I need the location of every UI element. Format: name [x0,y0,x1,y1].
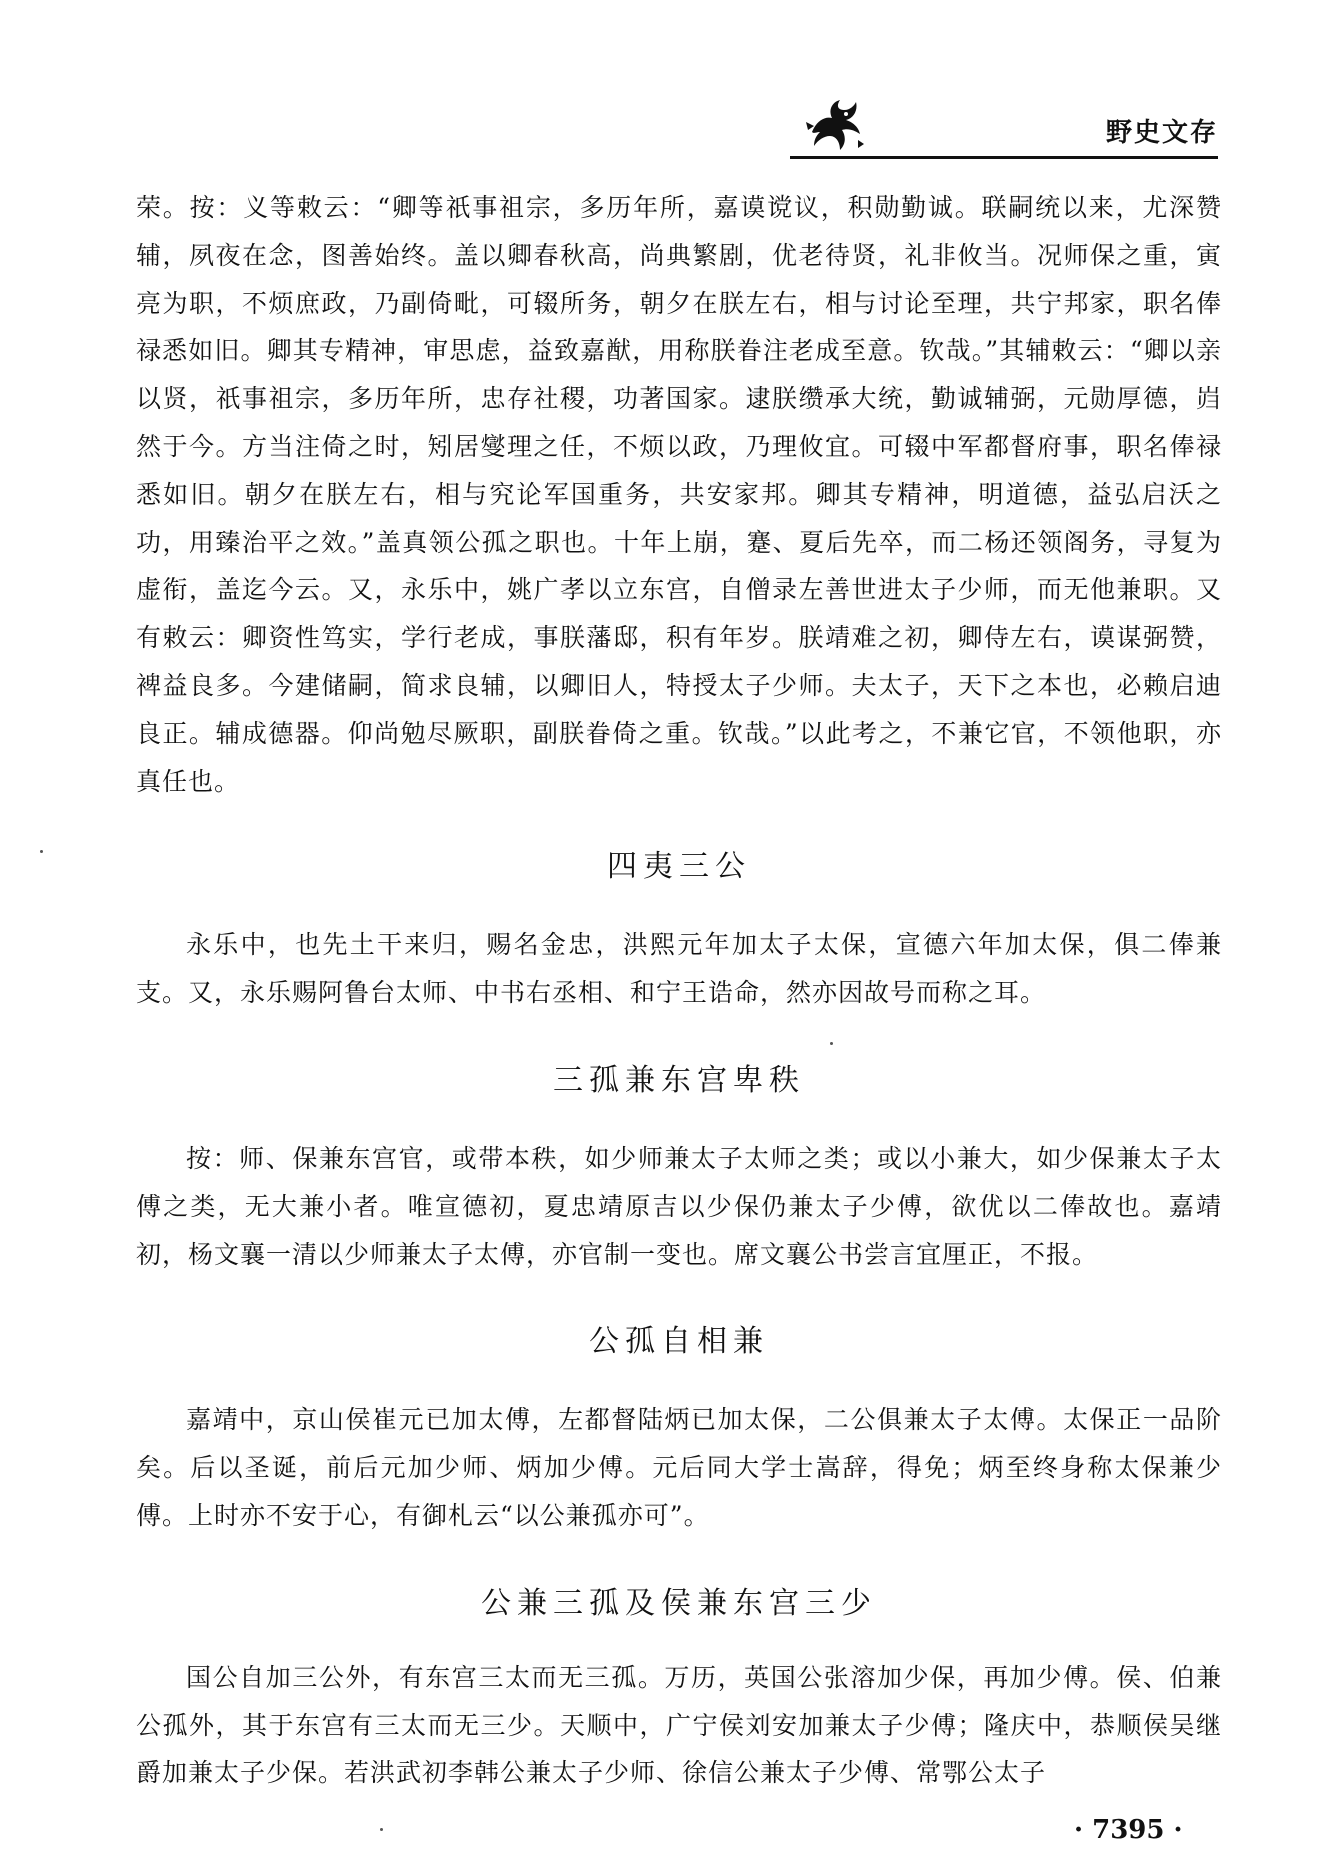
scan-speck [380,1828,383,1831]
scan-speck [40,850,43,853]
header-title: 野史文存 [1105,118,1218,148]
section-title-gonggu-zixiangjian: 公孤自相兼 [589,1324,769,1360]
section-title-gong-jian-sangu: 公兼三孤及侯兼东宫三少 [481,1585,877,1621]
paragraph-gonggu-zixiangjian: 嘉靖中，京山侯崔元已加太傅，左都督陆炳已加太保，二公俱兼太子太傅。太保正一品阶矣。后以圣诞，前后元加少师、炳加少傅。元后同大学士嵩辞，得免；炳至终身称太保兼少傅。上时亦不安于心，有御札云“以公兼孤亦可”。 [136,1405,1222,1530]
section-title-sangu-jian-donggong: 三孤兼东宫卑秩 [553,1062,805,1098]
page-number: · 7395 · [1074,1815,1183,1845]
paragraph-continued: 荣。按：义等敕云：“卿等祇事祖宗，多历年所，嘉谟谠议，积勋勤诚。联嗣统以来，尤深赞辅，夙夜在念，图善始终。盖以卿春秋高，尚典繁剧，优老待贤，礼非攸当。况师保之重，寅亮为职，不烦庶政，乃副倚毗，可辍所务，朝夕在朕左右，相与讨论至理，共宁邦家，职名俸禄悉如旧。卿其专精神，审思虑，益致嘉猷，用称朕眷注老成至意。钦哉。”其辅敕云：“卿以亲以贤，祇事祖宗，多历年所，忠存社稷，功著国家。逮朕缵承大统，勤诚辅弼，元勋厚德，岿然于今。方当注倚之时，矧居燮理之任，不烦以政，乃理攸宜。可辍中军都督府事，职名俸禄悉如旧。朝夕在朕左右，相与究论军国重务，共安家邦。卿其专精神，明道德，益弘启沃之功，用臻治平之效。”盖真领公孤之职也。十年上崩，蹇、夏后先卒，而二杨还领阁务，寻复为虚衔，盖迄今云。又，永乐中，姚广孝以立东宫，自僧录左善世进太子少师，而无他兼职。又有敕云：卿资性笃实，学行老成，事朕藩邸，积有年岁。朕靖难之初，卿侍左右，谟谋弼赞，裨益良多。今建储嗣，简求良辅，以卿旧人，特授太子少师。夫太子，天下之本也，必赖启迪良正。辅成德器。仰尚勉尽厥职，副朕眷倚之重。钦哉。”以此考之，不兼它官，不领他职，亦真任也。 [136,193,1222,796]
section-title-siyi-sangong: 四夷三公 [607,849,751,885]
paragraph-sangu-jian-donggong: 按：师、保兼东宫官，或带本秩，如少师兼太子太师之类；或以小兼大，如少保兼太子太傅之类，无大兼小者。唯宣德初，夏忠靖原吉以少保仍兼太子少傅，欲优以二俸故也。嘉靖初，杨文襄一清以少师兼太子太傅，亦官制一变也。席文襄公书尝言宜厘正，不报。 [136,1143,1222,1269]
page-content [136,184,1222,1797]
paragraph-siyi-sangong: 永乐中，也先土干来归，赐名金忠，洪熙元年加太子太保，宣德六年加太保，俱二俸兼支。又，永乐赐阿鲁台太师、中书右丞相、和宁王诰命，然亦因故号而称之耳。 [136,930,1222,1008]
dragon-emblem-icon [802,92,866,156]
paragraph-gong-jian-sangu: 国公自加三公外，有东宫三太而无三孤。万历，英国公张溶加少保，再加少傅。侯、伯兼公孤外，其于东宫有三太而无三少。天顺中，广宁侯刘安加兼太子少傅；隆庆中，恭顺侯吴继爵加兼太子少保。若洪武初李韩公兼太子少师、徐信公兼太子少傅、常鄂公太子 [136,1662,1222,1788]
scan-speck [830,1042,833,1045]
page-header [0,0,1322,170]
header-rule [790,156,1218,159]
